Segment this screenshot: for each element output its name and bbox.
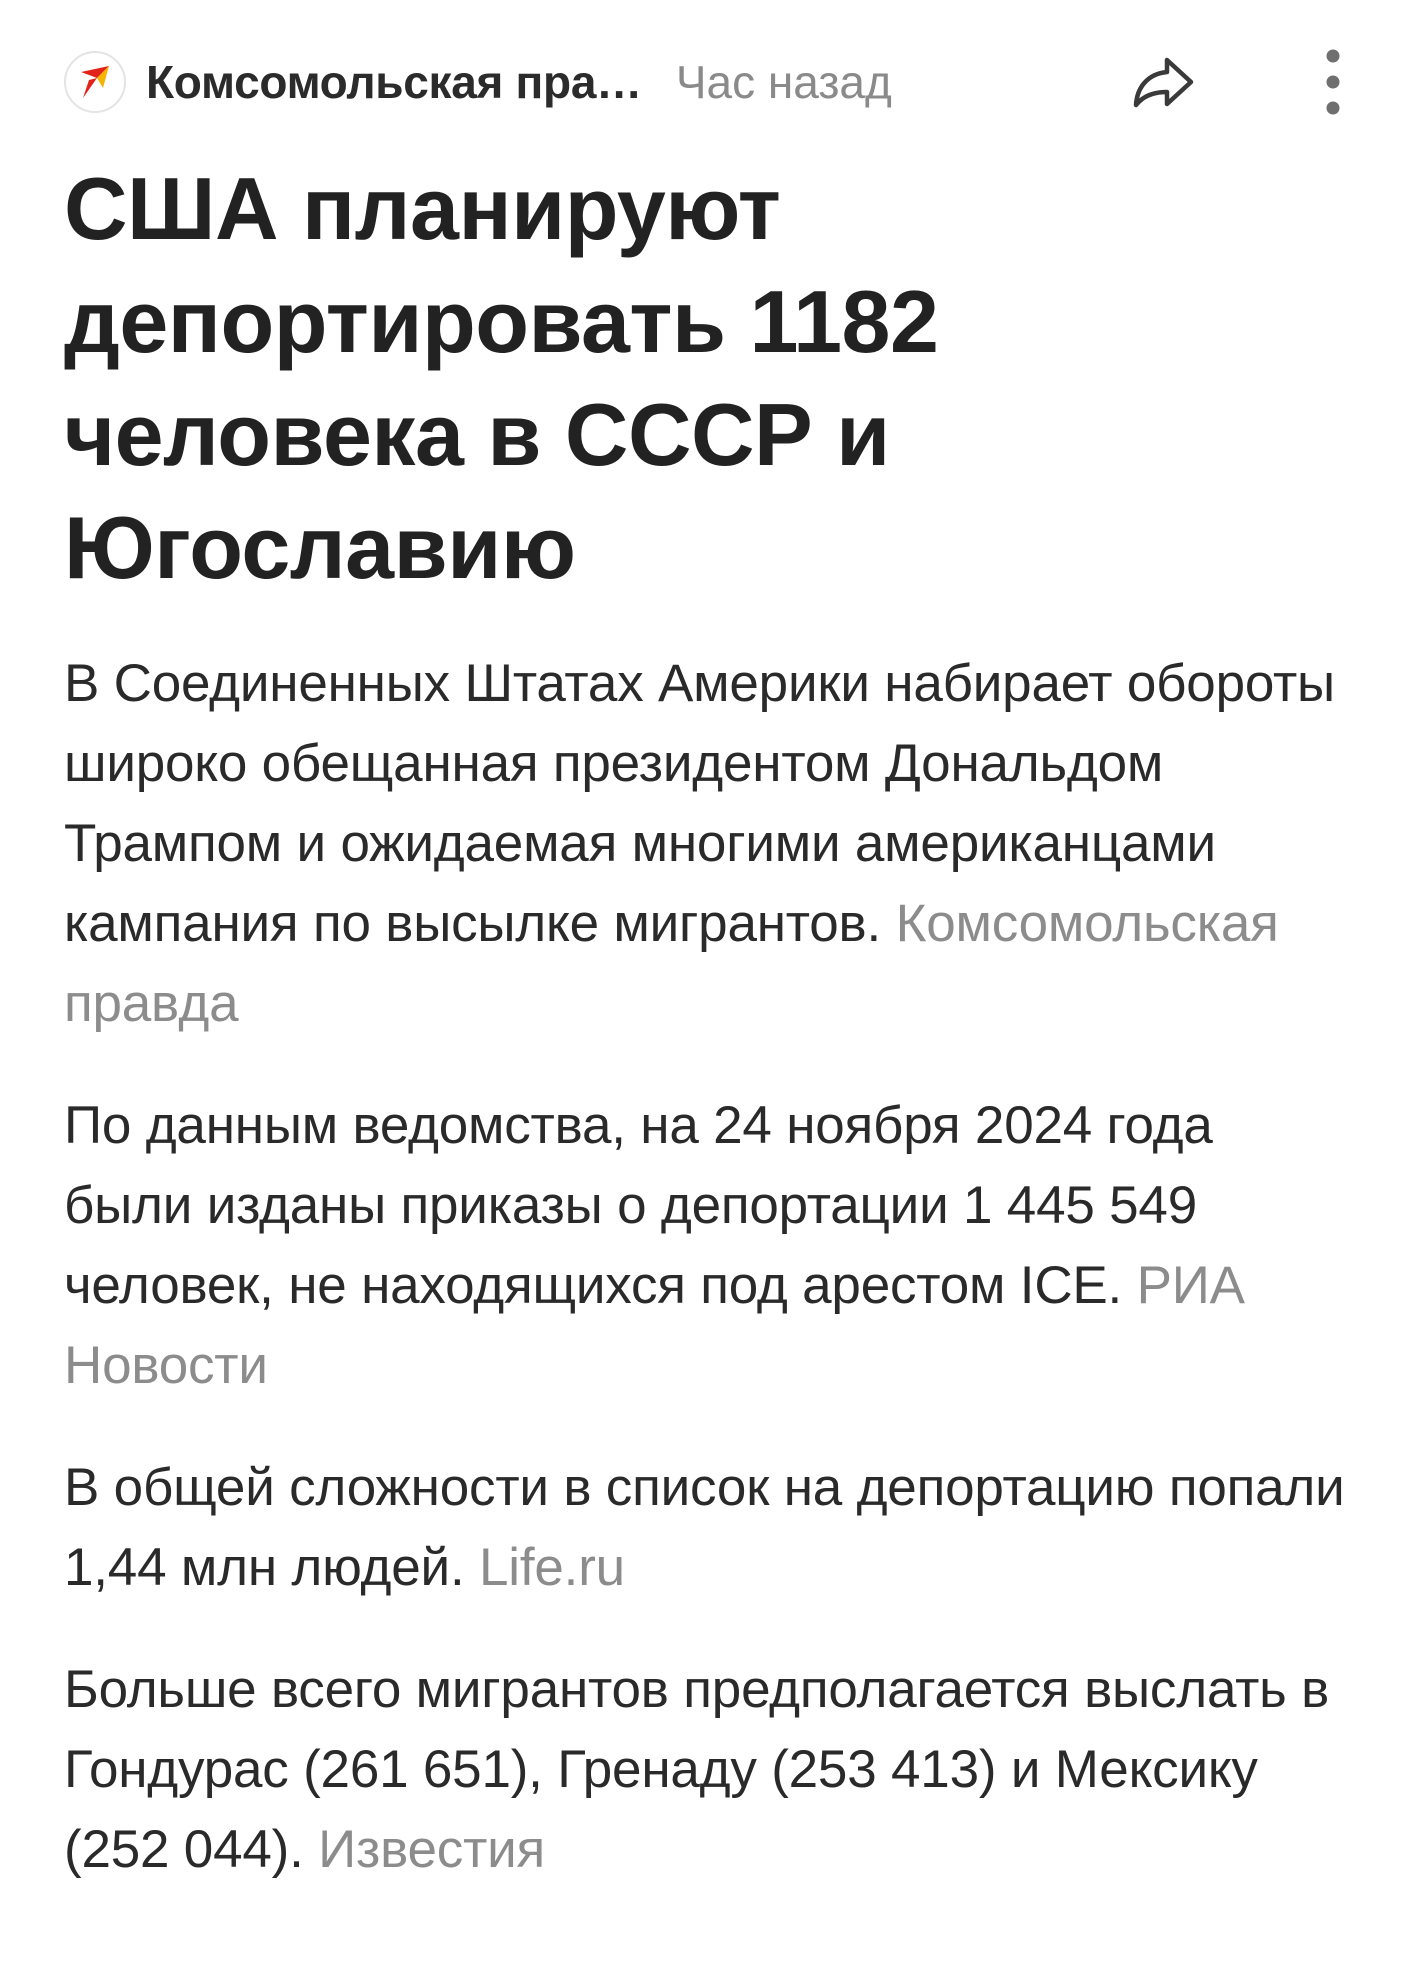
kp-bird-logo-icon <box>75 62 115 102</box>
publish-time: Час назад <box>675 56 892 108</box>
paragraph-text: По данным ведомства, на 24 ноября 2024 года были изданы приказы о депортации 1 445 549 человек, не находящихся под арестом ICE. <box>64 1096 1213 1315</box>
source-link[interactable]: Life.ru <box>479 1538 625 1597</box>
paragraph-text: Больше всего мигрантов предполагается выслать в Гондурас (261 651), Гренаду (253 413) и Мексику (252 044). <box>64 1660 1330 1879</box>
article-body <box>64 644 1354 1932</box>
article-title: США планируют депортировать 1182 человека в СССР и Югославию <box>64 159 939 597</box>
more-options-button[interactable] <box>1308 42 1358 122</box>
article-paragraph <box>64 1650 1354 1890</box>
share-button[interactable] <box>1124 46 1204 118</box>
paragraph-text: В общей сложности в список на депортацию попали 1,44 млн людей. <box>64 1458 1345 1597</box>
source-name[interactable]: Комсомольская пра… <box>146 56 642 108</box>
source-link[interactable]: Известия <box>318 1820 546 1879</box>
article-paragraph <box>64 644 1354 1044</box>
article-paragraph <box>64 1448 1354 1608</box>
source-link[interactable]: РИА Новости <box>64 1256 1245 1395</box>
more-vertical-icon <box>1321 46 1345 118</box>
source-link[interactable]: Комсомольская правда <box>64 894 1279 1033</box>
share-arrow-icon <box>1131 54 1197 110</box>
source-header <box>64 42 1364 122</box>
article-paragraph <box>64 1086 1354 1406</box>
paragraph-text: В Соединенных Штатах Америки набирает обороты широко обещанная президентом Дональдом Трампом и ожидаемая многими американцами кампания по высылке мигрантов. <box>64 654 1335 953</box>
source-logo[interactable] <box>64 51 126 113</box>
